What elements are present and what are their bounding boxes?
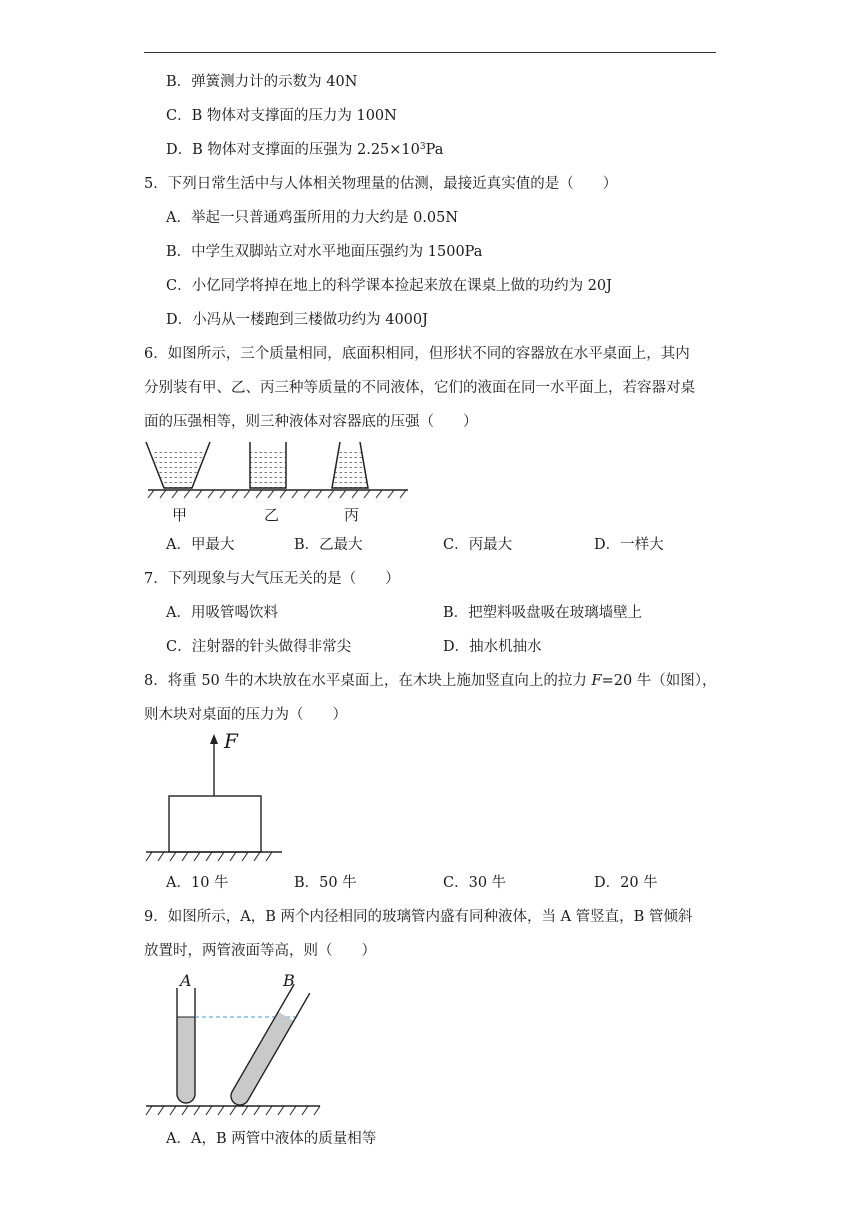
q6-option-b: B．乙最大 [294,537,363,553]
containers-figure [144,440,414,502]
q8-option-a: A．10 牛 [166,875,229,891]
q6-option-d: D．一样大 [594,537,664,553]
q5-stem: 5．下列日常生活中与人体相关物理量的估测，最接近真实值的是（ ） [144,176,618,192]
q7-option-d: D．抽水机抽水 [443,639,542,655]
q8-stem-line1: 8．将重 50 牛的木块放在水平桌面上，在木块上施加竖直向上的拉力 F=20 牛（如图）， [144,673,717,689]
q9-stem-line2: 放置时，两管液面等高，则（ ） [144,943,376,959]
q6-stem-line1: 6．如图所示，三个质量相同，底面积相同，但形状不同的容器放在水平桌面上，其内 [144,346,690,362]
block-force-figure [144,728,294,866]
force-label: F [224,729,238,753]
q9-option-a: A．A，B 两管中液体的质量相等 [166,1131,377,1147]
q8-option-d: D．20 牛 [594,875,658,891]
q8-option-c: C．30 牛 [443,875,507,891]
q4-option-d: D．B 物体对支撑面的压强为 $2.25\times 10^3Pa$ [166,142,444,158]
q8-stem-line2: 则木块对桌面的压力为（ ） [144,707,347,723]
q6-stem-line2: 分别装有甲、乙、丙三种等质量的不同液体，它们的液面在同一水平面上，若容器对桌 [144,380,695,396]
tube-a-label: A [180,971,192,990]
q7-option-b: B．把塑料吸盘吸在玻璃墙壁上 [443,605,643,621]
q8-option-b: B．50 牛 [294,875,357,891]
q9-stem-line1: 9．如图所示，A，B 两个内径相同的玻璃管内盛有同种液体，当 A 管竖直，B 管倾斜 [144,909,693,925]
q4-option-c: C．B 物体对支撑面的压力为 100N [166,108,397,124]
q5-option-d: D．小冯从一楼跑到三楼做功约为 4000J [166,312,428,328]
q7-option-c: C．注射器的针头做得非常尖 [166,639,352,655]
q7-stem: 7．下列现象与大气压无关的是（ ） [144,571,400,587]
q5-option-c: C．小亿同学将掉在地上的科学课本捡起来放在课桌上做的功约为 20J [166,278,612,294]
label-yi: 乙 [264,506,280,524]
exponent: 3 [419,142,426,152]
q5-option-b: B．中学生双脚站立对水平地面压强约为 1500Pa [166,244,483,260]
q4-option-b: B．弹簧测力计的示数为 40N [166,74,358,90]
q6-stem-line3: 面的压强相等，则三种液体对容器底的压强（ ） [144,414,478,430]
label-bing: 丙 [344,506,360,524]
q7-option-a: A．用吸管喝饮料 [166,605,278,621]
q6-option-c: C．丙最大 [443,537,513,553]
q5-option-a: A．举起一只普通鸡蛋所用的力大约是 0.05N [166,210,459,226]
header-rule [144,52,716,53]
tube-b-label: B [283,971,295,990]
label-jia: 甲 [172,506,188,524]
q6-option-a: A．甲最大 [166,537,235,553]
tubes-figure [144,968,324,1118]
